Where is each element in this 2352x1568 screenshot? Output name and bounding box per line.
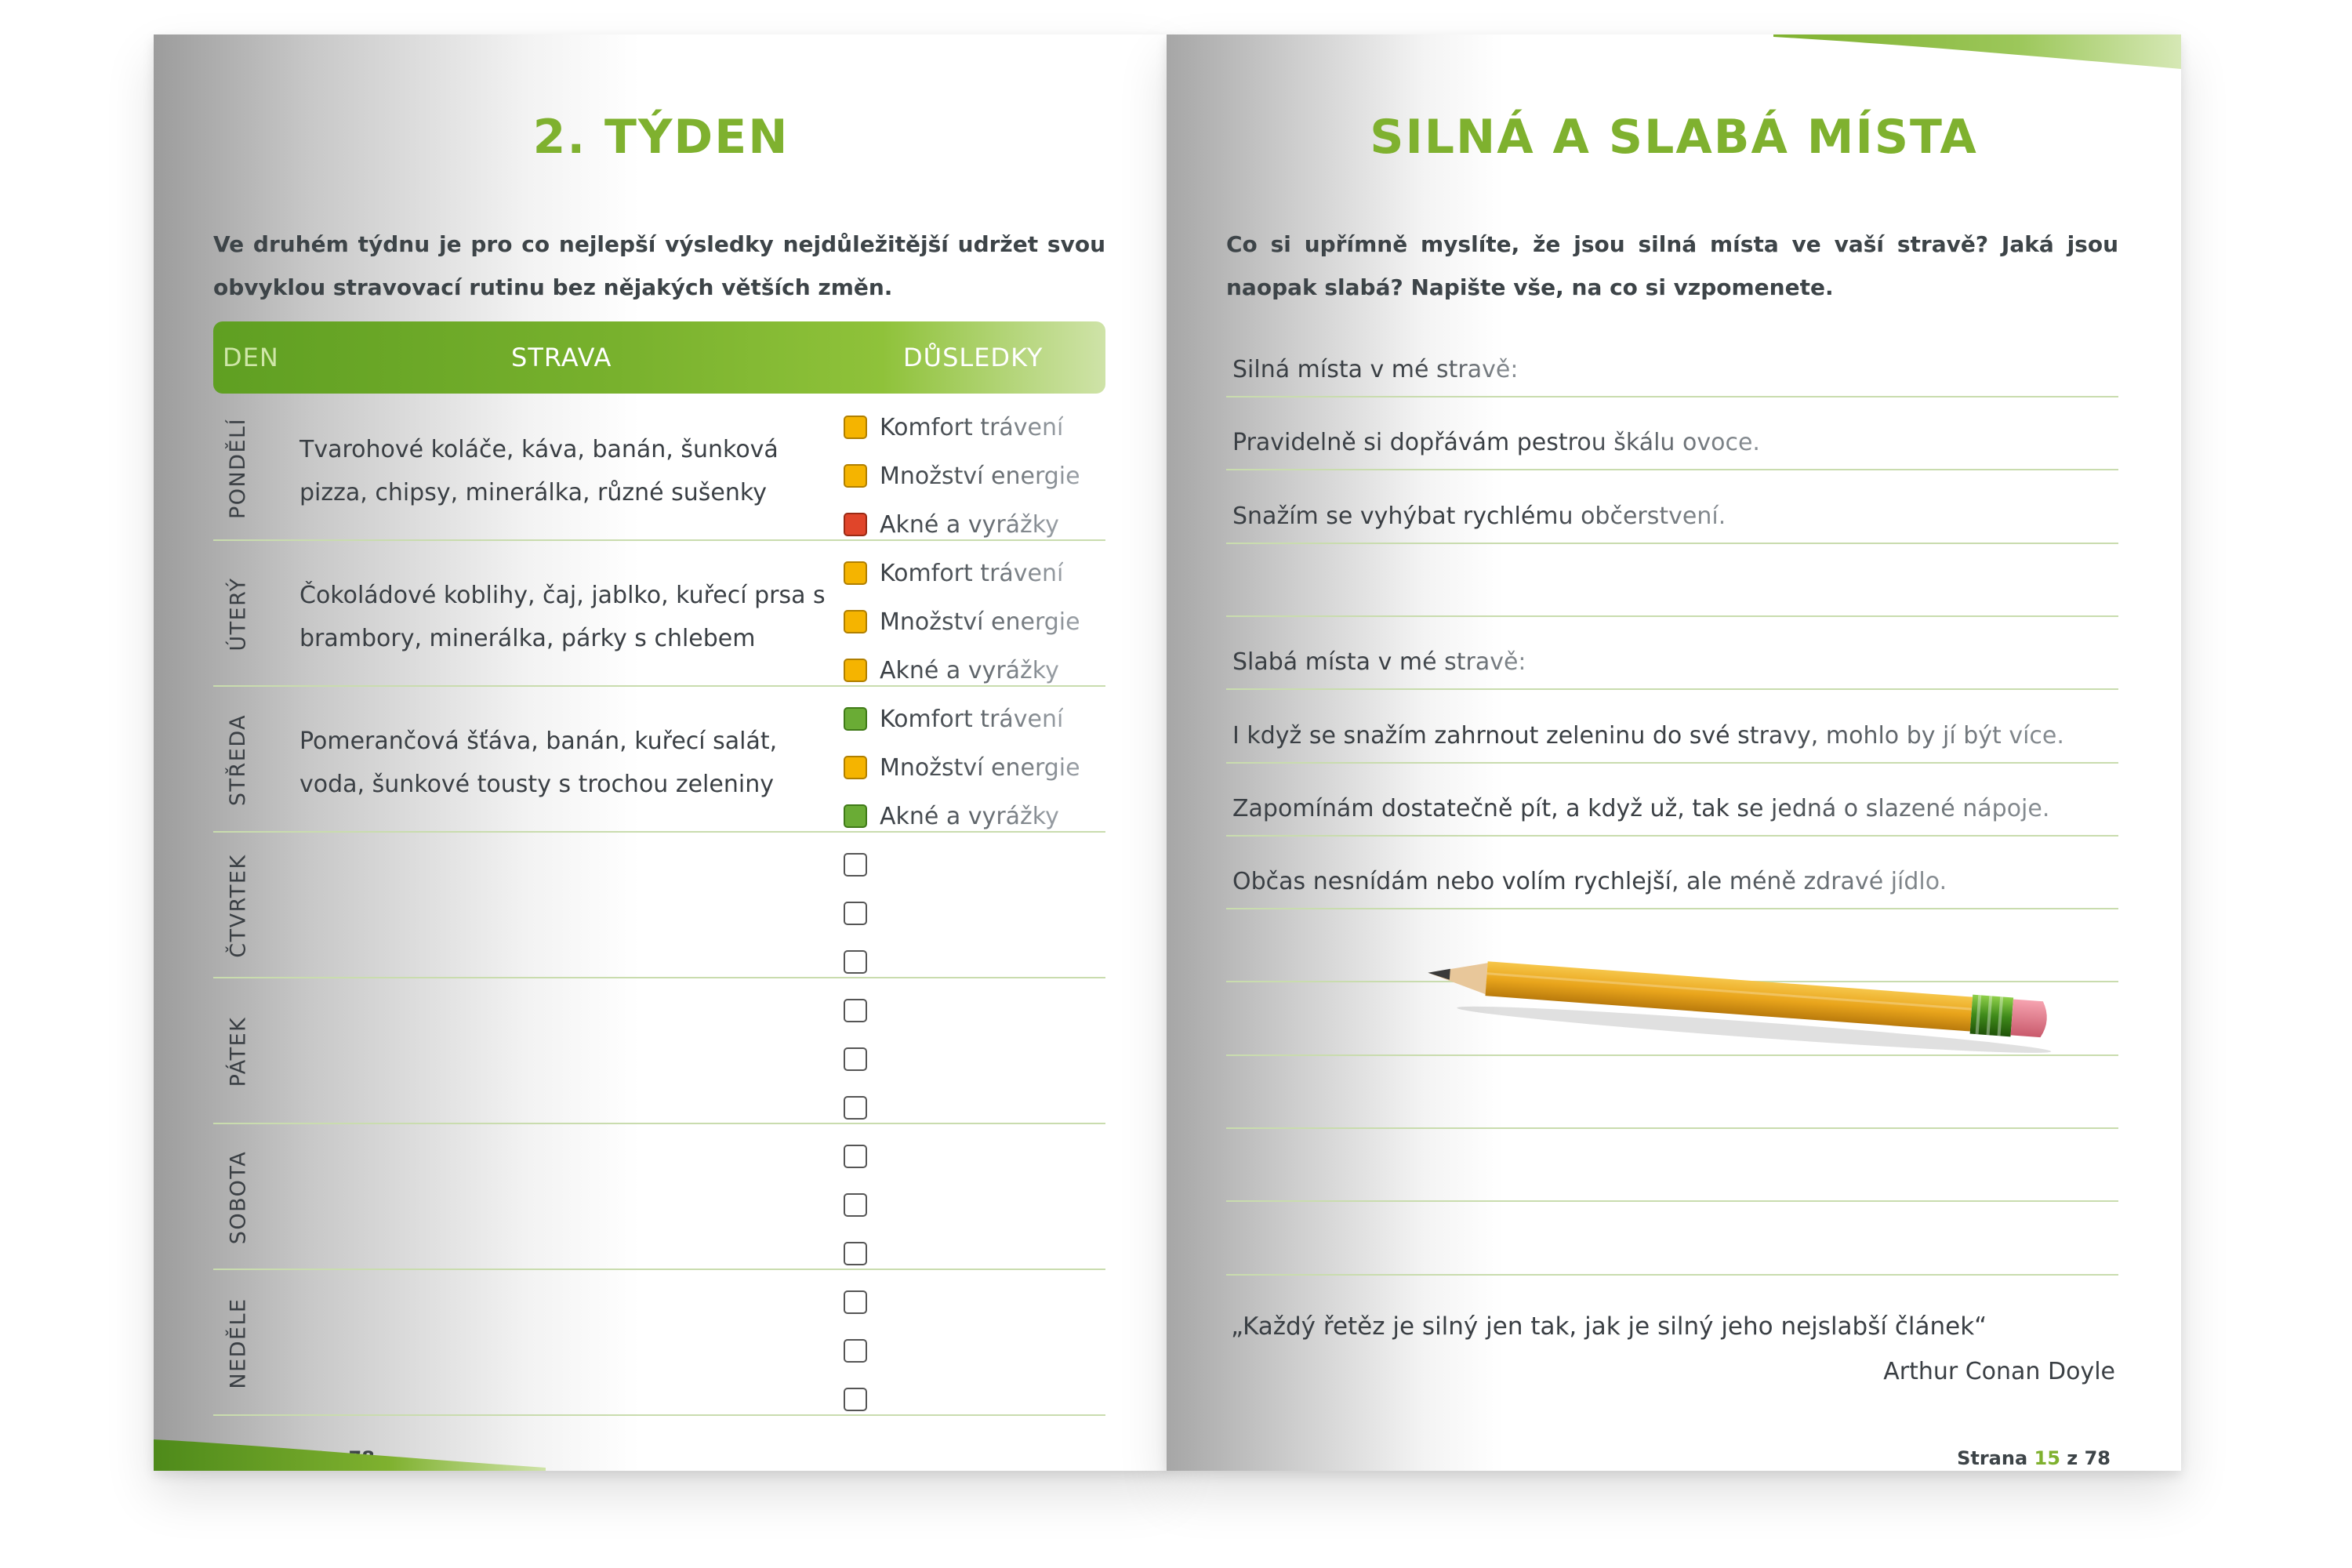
checklist-label: Akné a vyrážky: [880, 510, 1059, 539]
line-text: Občas nesnídám nebo volím rychlejší, ale méně zdravé jídlo.: [1232, 868, 1947, 895]
consequence-checklist: [844, 549, 1102, 695]
writing-line[interactable]: [1226, 1203, 2118, 1276]
page-prefix: Strana: [1957, 1447, 2028, 1469]
checkbox[interactable]: [844, 999, 867, 1022]
checkbox[interactable]: [844, 1047, 867, 1071]
intro-text: Co si upřímně myslíte, že jsou silná místa ve vaší stravě? Jaká jsou naopak slabá? Napište vše, na co si vzpomenete.: [1226, 231, 2118, 300]
day-name: NEDĚLE: [226, 1297, 251, 1389]
checklist-item: [844, 889, 1102, 938]
checklist-label: Akné a vyrážky: [880, 802, 1059, 830]
writing-line[interactable]: [1226, 837, 2118, 909]
line-text: Zapomínám dostatečně pít, a když už, tak se jedná o slazené nápoje.: [1232, 795, 2050, 822]
checkbox[interactable]: [844, 1242, 867, 1265]
consequence-checklist: [844, 1278, 1102, 1424]
left-page: [154, 34, 1168, 1471]
day-name: PÁTEK: [226, 1016, 251, 1087]
writing-line[interactable]: [1226, 325, 2118, 397]
consequence-checklist: [844, 1132, 1102, 1278]
checklist-item: [844, 1181, 1102, 1229]
table-row: [213, 395, 1105, 541]
writing-line[interactable]: [1226, 1056, 2118, 1129]
day-name: PONDĚLÍ: [226, 417, 251, 519]
writing-line[interactable]: [1226, 764, 2118, 837]
day-name: STŘEDA: [226, 713, 251, 806]
line-text: Snažím se vyhýbat rychlému občerstvení.: [1232, 503, 1726, 530]
line-text: Silná místa v mé stravě:: [1232, 356, 1519, 383]
day-label: [213, 541, 263, 687]
checklist-item: [844, 1327, 1102, 1375]
checklist-label: Množství energie: [880, 753, 1080, 782]
corner-swoosh: [1773, 34, 2181, 71]
checklist-label: Akné a vyrážky: [880, 656, 1059, 684]
checkbox[interactable]: [844, 1339, 867, 1363]
consequence-checklist: [844, 986, 1102, 1132]
checkbox[interactable]: [844, 1388, 867, 1411]
column-header-strava: STRAVA: [511, 343, 612, 372]
day-label: [213, 978, 263, 1124]
day-label: [213, 687, 263, 833]
writing-line[interactable]: [1226, 617, 2118, 690]
table-header: [213, 321, 1105, 394]
consequence-checklist: [844, 403, 1102, 549]
day-name: SOBOTA: [226, 1150, 251, 1244]
column-header-den: DEN: [223, 343, 279, 372]
checklist-item: [844, 1132, 1102, 1181]
page-title: 2. TÝDEN: [532, 110, 789, 165]
checkbox[interactable]: [844, 1193, 867, 1217]
checkbox[interactable]: [844, 416, 867, 439]
checkbox[interactable]: [844, 513, 867, 536]
checklist-item: [844, 840, 1102, 889]
writing-line[interactable]: [1226, 544, 2118, 617]
checklist-label: Komfort trávení: [880, 705, 1064, 733]
quote-author: Arthur Conan Doyle: [1883, 1358, 2115, 1385]
checklist-label: Komfort trávení: [880, 559, 1064, 587]
food-entry[interactable]: Tvarohové koláče, káva, banán, šunková pizza, chipsy, minerálka, různé sušenky: [299, 436, 779, 506]
line-text: Pravidelně si dopřávám pestrou škálu ovoce.: [1232, 429, 1760, 456]
quote: „Každý řetěz je silný jen tak, jak je silný jeho nejslabší článek“: [1231, 1312, 1987, 1341]
day-label: [213, 1270, 263, 1416]
day-name: ÚTERÝ: [226, 576, 251, 652]
table-row: [213, 687, 1105, 833]
table-row: [213, 1270, 1105, 1416]
right-page: [1167, 34, 2181, 1471]
food-entry[interactable]: Pomerančová šťáva, banán, kuřecí salát, voda, šunkové tousty s trochou zeleniny: [299, 728, 778, 798]
table-row: [213, 978, 1105, 1124]
writing-line[interactable]: [1226, 1129, 2118, 1202]
line-text: Slabá místa v mé stravě:: [1232, 648, 1526, 676]
checkbox[interactable]: [844, 902, 867, 925]
checkbox[interactable]: [844, 1096, 867, 1120]
checklist-item: [844, 986, 1102, 1035]
page-separator: z: [2067, 1447, 2078, 1469]
checkbox[interactable]: [844, 950, 867, 974]
checklist-item: [844, 597, 1102, 646]
checkbox[interactable]: [844, 1290, 867, 1314]
checklist-label: Množství energie: [880, 608, 1080, 636]
day-name: ČTVRTEK: [226, 853, 251, 958]
checkbox[interactable]: [844, 707, 867, 731]
table-row: [213, 1124, 1105, 1270]
checkbox[interactable]: [844, 853, 867, 877]
writing-line[interactable]: [1226, 397, 2118, 470]
page-number: [1957, 1447, 2111, 1469]
table-row: [213, 833, 1105, 978]
checklist-label: Množství energie: [880, 462, 1080, 490]
checkbox[interactable]: [844, 561, 867, 585]
writing-line[interactable]: [1226, 691, 2118, 764]
pencil-icon: [1411, 941, 2070, 1058]
page-title: SILNÁ A SLABÁ MÍSTA: [1370, 110, 1978, 165]
page-total: 78: [2084, 1447, 2111, 1469]
food-entry[interactable]: Čokoládové koblihy, čaj, jablko, kuřecí prsa s brambory, minerálka, párky s chlebem: [299, 582, 826, 652]
checkbox[interactable]: [844, 610, 867, 633]
checklist-item: [844, 1375, 1102, 1424]
day-label: [213, 1124, 263, 1270]
consequence-checklist: [844, 840, 1102, 986]
consequence-checklist: [844, 695, 1102, 840]
day-label: [213, 833, 263, 978]
column-header-dusledky: DŮSLEDKY: [903, 343, 1044, 372]
checkbox[interactable]: [844, 756, 867, 779]
page-current: 15: [2034, 1447, 2060, 1469]
checklist-item: [844, 743, 1102, 792]
checkbox[interactable]: [844, 804, 867, 828]
checklist-item: [844, 695, 1102, 743]
intro-text: Ve druhém týdnu je pro co nejlepší výsledky nejdůležitější udržet svou obvyklou stravovací rutinu bez nějakých větších změn.: [213, 231, 1105, 300]
table-row: [213, 541, 1105, 687]
checklist-item: [844, 403, 1102, 452]
checklist-item: [844, 452, 1102, 500]
checkbox[interactable]: [844, 464, 867, 488]
line-text: I když se snažím zahrnout zeleninu do své stravy, mohlo by jí být více.: [1232, 722, 2064, 750]
checklist-item: [844, 549, 1102, 597]
corner-swoosh: [154, 1435, 546, 1471]
checklist-item: [844, 1035, 1102, 1083]
checklist-label: Komfort trávení: [880, 413, 1064, 441]
writing-line[interactable]: [1226, 471, 2118, 544]
checkbox[interactable]: [844, 659, 867, 682]
checkbox[interactable]: [844, 1145, 867, 1168]
checklist-item: [844, 1278, 1102, 1327]
day-label: [213, 395, 263, 541]
